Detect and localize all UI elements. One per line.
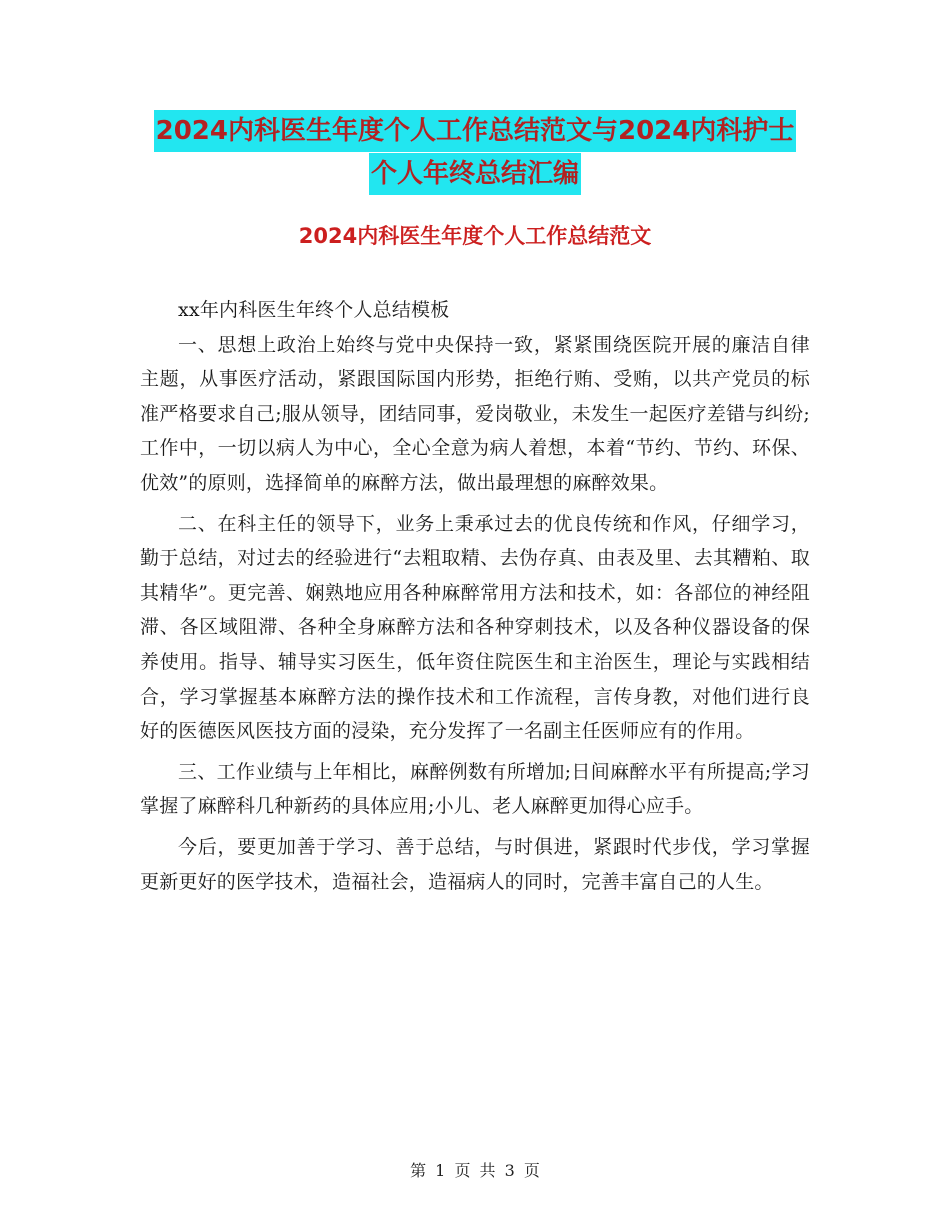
document-body <box>140 293 810 899</box>
page-footer: 第 1 页 共 3 页 <box>410 1161 540 1180</box>
section-title: 2024内科医生年度个人工作总结范文 <box>298 224 652 248</box>
document-title <box>0 110 950 196</box>
title-line-1: 2024内科医生年度个人工作总结范文与2024内科护士 <box>154 110 797 152</box>
paragraph-subtitle: xx年内科医生年终个人总结模板 <box>178 299 450 321</box>
paragraph-4: 今后，要更加善于学习、善于总结，与时俱进，紧跟时代步伐，学习掌握更新更好的医学技术，造福社会，造福病人的同时，完善丰富自己的人生。 <box>140 835 810 893</box>
paragraph-3: 三、工作业绩与上年相比，麻醉例数有所增加;日间麻醉水平有所提高;学习掌握了麻醉科几种新药的具体应用;小儿、老人麻醉更加得心应手。 <box>140 760 810 818</box>
paragraph-1: 一、思想上政治上始终与党中央保持一致，紧紧围绕医院开展的廉洁自律主题，从事医疗活动，紧跟国际国内形势，拒绝行贿、受贿，以共产党员的标准严格要求自己;服从领导，团结同事，爱岗敬业，未发生一起医疗差错与纠纷;工作中，一切以病人为中心，全心全意为病人着想，本着“节约、节约、环保、优效”的原则，选择简单的麻醉方法，做出最理想的麻醉效果。 <box>140 333 810 494</box>
paragraph-2: 二、在科主任的领导下，业务上秉承过去的优良传统和作风，仔细学习，勤于总结，对过去的经验进行“去粗取精、去伪存真、由表及里、去其糟粕、取其精华”。更完善、娴熟地应用各种麻醉常用方法和技术，如：各部位的神经阻滞、各区域阻滞、各种全身麻醉方法和各种穿刺技术，以及各种仪器设备的保养使用。指导、辅导实习医生，低年资住院医生和主治医生，理论与实践相结合，学习掌握基本麻醉方法的操作技术和工作流程，言传身教，对他们进行良好的医德医风医技方面的浸染，充分发挥了一名副主任医师应有的作用。 <box>140 512 810 743</box>
title-line-2: 个人年终总结汇编 <box>369 153 581 195</box>
